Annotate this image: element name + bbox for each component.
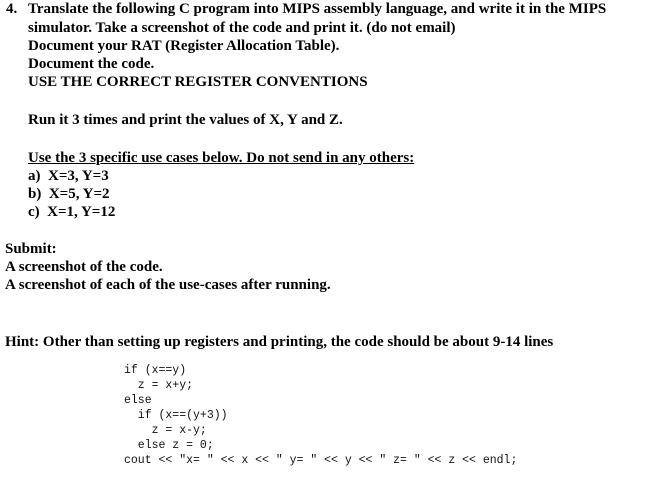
submit-heading: Submit: [5,241,57,257]
code-line-4: if (x==(y+3)) [124,409,228,422]
submit-item-1: A screenshot of the code. [5,259,163,275]
hint-text: Hint: Other than setting up registers and printing, the code should be about 9-14 lines [5,334,554,350]
question-line-1: Translate the following C program into MIPS assembly language, and write it in the MIPS [28,1,607,17]
question-line-4: Document the code. [28,56,155,72]
submit-item-2: A screenshot of each of the use-cases after running. [5,277,331,293]
use-cases-heading: Use the 3 specific use cases below. Do not send in any others: [28,150,415,166]
question-number: 4. [6,1,18,17]
code-line-2: z = x+y; [124,379,194,392]
code-line-3: else [124,394,152,407]
use-case-c: c) X=1, Y=12 [28,204,116,220]
code-line-7: cout << "x= " << x << " y= " << y << " z= " << z << endl; [124,454,518,467]
run-instruction: Run it 3 times and print the values of X, Y and Z. [28,112,343,128]
use-case-b: b) X=5, Y=2 [28,186,110,202]
question-line-2: simulator. Take a screenshot of the code and print it. (do not email) [28,20,456,36]
code-line-5: z = x-y; [124,424,207,437]
question-line-3: Document your RAT (Register Allocation Table). [28,38,340,54]
code-line-1: if (x==y) [124,364,187,377]
question-line-5: USE THE CORRECT REGISTER CONVENTIONS [28,74,368,90]
code-line-6: else z = 0; [124,439,214,452]
use-case-a: a) X=3, Y=3 [28,168,109,184]
